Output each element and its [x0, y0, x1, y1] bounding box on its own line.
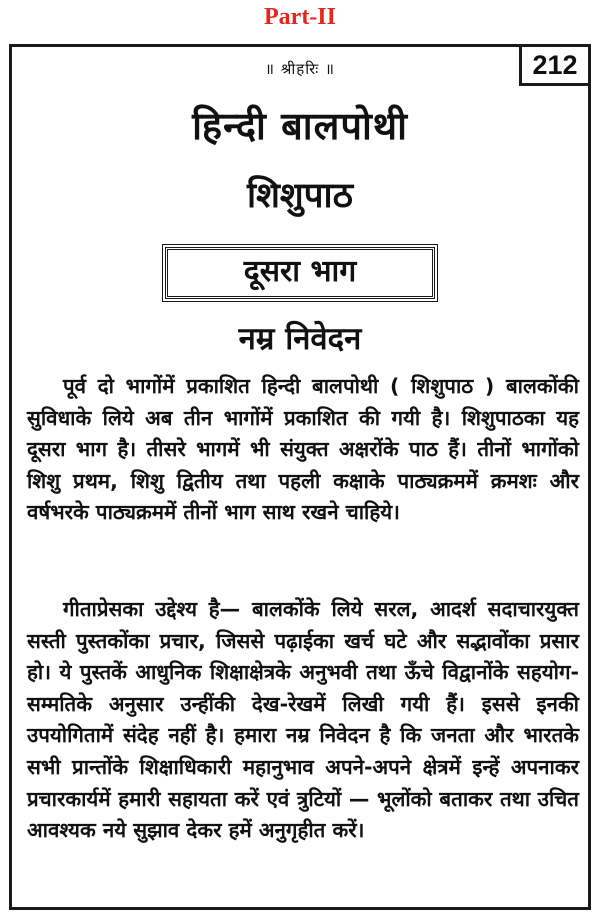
paragraph-2: गीताप्रेसका उद्देश्य है— बालकोंके लिये सरल, आदर्श सदाचारयुक्त सस्ती पुस्तकोंका प्रचार, जिससे पढ़ाईका खर्च घटे और सद्भावोंका प्रसार हो। ये पुस्तकें आधुनिक शिक्षाक्षेत्रके अनुभवी तथा ऊँचे विद्वानोंके सहयोग-सम्मतिके अनुसार उन्हींकी देख-रेखमें लिखी गयी हैं। इससे इनकी उपयोगितामें संदेह नहीं है। हमारा नम्र निवेदन है कि जनता और भारतके सभी प्रान्तोंके शिक्षाधिकारी महानुभाव अपने-अपने क्षेत्रमें इन्हें अपनाकर प्रचारकार्यमें हमारी सहायता करें एवं त्रुटियों — भूलोंको बताकर तथा उचित आवश्यक नये सुझाव देकर हमें अनुगृहीत करें। [27, 597, 579, 843]
invocation: ॥ श्रीहरिः ॥ [264, 60, 336, 78]
part-label: Part-II [264, 4, 336, 30]
part-box: दूसरा भाग [165, 247, 435, 299]
page-frame [9, 44, 591, 910]
section-heading: नम्र निवेदन [238, 321, 362, 357]
book-subtitle: शिशुपाठ [247, 176, 353, 216]
page-number: 212 [519, 44, 591, 86]
paragraph-1: पूर्व दो भागोंमें प्रकाशित हिन्दी बालपोथी ( शिशुपाठ ) बालकोंकी सुविधाके लिये अब तीन भागोंमें प्रकाशित की गयी है। शिशुपाठका यह दूसरा भाग है। तीसरे भागमें भी संयुक्त अक्षरोंके पाठ हैं। तीनों भागोंको शिशु प्रथम, शिशु द्वितीय तथा पहली कक्षाके पाठ्यक्रममें क्रमशः और वर्षभरके पाठ्यक्रममें तीनों भाग साथ रखने चाहिये। [27, 374, 579, 525]
book-title: हिन्दी बालपोथी [192, 104, 408, 148]
